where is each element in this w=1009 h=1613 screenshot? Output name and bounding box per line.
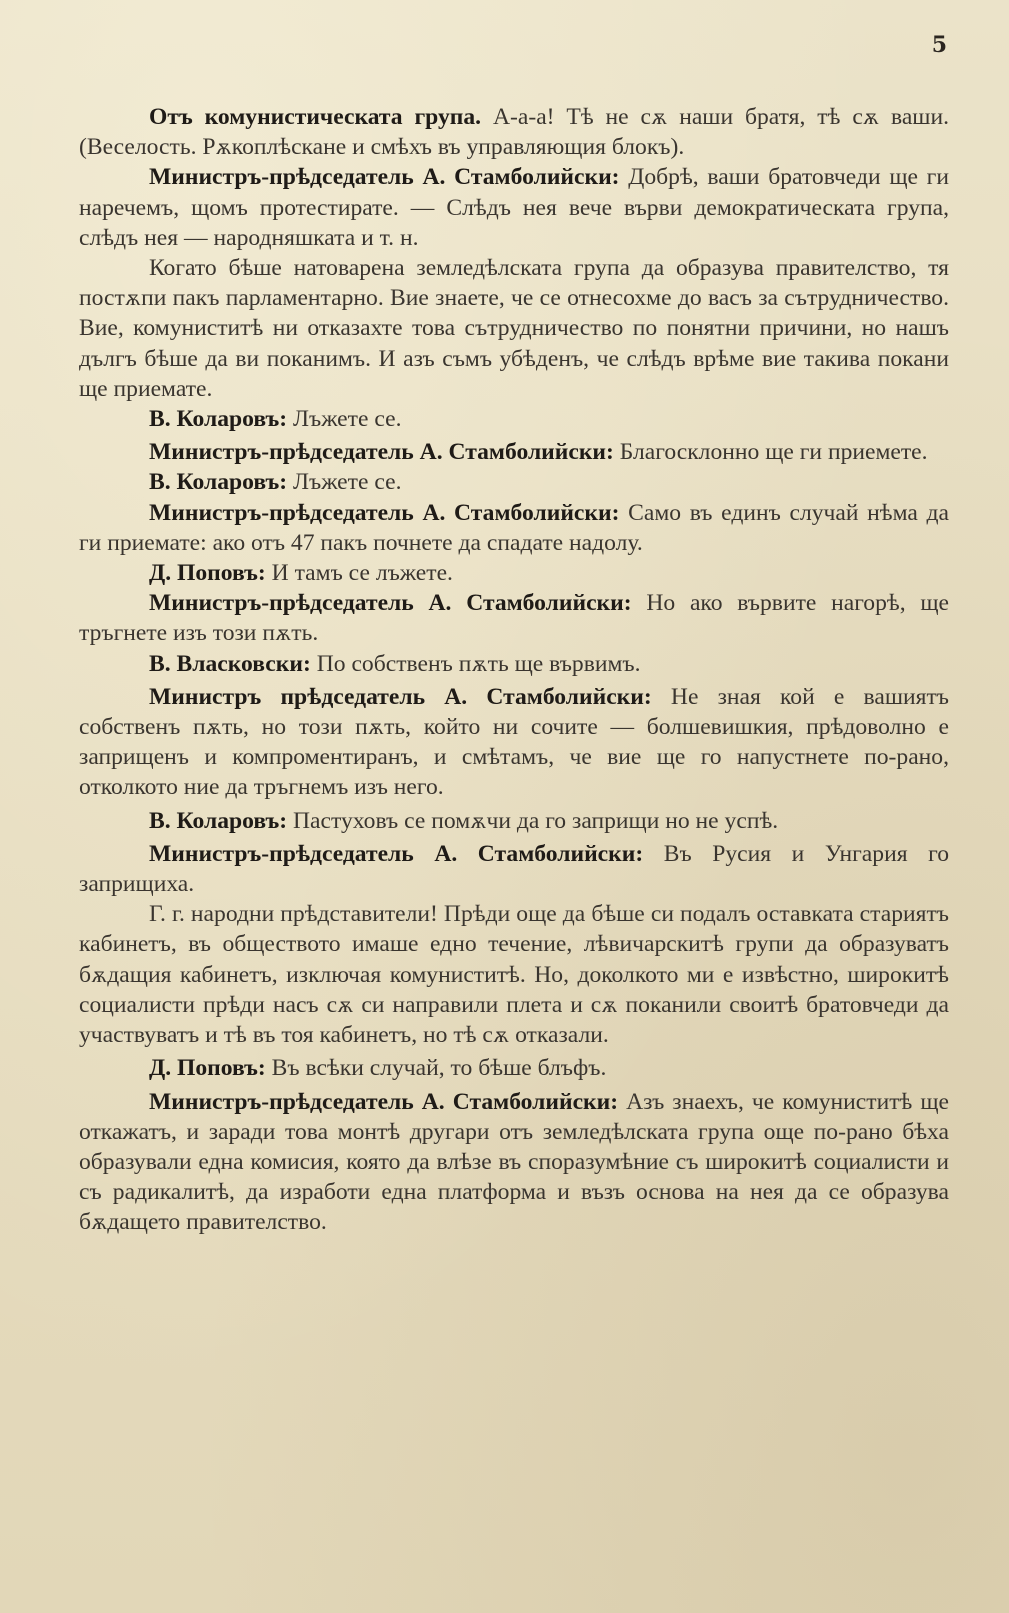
speech-text: Пастуховъ се помѫчи да го заприщи но не успѣ. — [287, 807, 779, 834]
speaker-name: Министръ-прѣдседатель А. Стамболийски: — [149, 1088, 619, 1115]
paragraph — [79, 839, 949, 899]
speaker-name: В. Власковски: — [149, 650, 311, 677]
page-number: 5 — [931, 32, 947, 58]
speech-text: Въ Русия и Унгария го заприщиха. — [79, 840, 949, 898]
paragraph — [79, 253, 949, 404]
speech-text: Въ всѣки случай, то бѣше блъфъ. — [265, 1055, 607, 1082]
speech-text: Лъжете се. — [287, 406, 402, 433]
transcript-body — [79, 102, 949, 1238]
speaker-name: Министръ-прѣдседатель А. Стамболийски: — [149, 439, 614, 466]
speech-text: Азъ знаехъ, че комуниститѣ ще откажатъ, и заради това монтѣ другари отъ земледѣлската група още по-рано бѣха образували една комисия, която да влѣзе въ споразумѣние съ широкитѣ социалисти и съ радикалитѣ, да изработи една платформа и възъ основа на нея да се образува бѫдащето правителство. — [79, 1088, 949, 1236]
speech-text: Лъжете се. — [287, 469, 402, 496]
speech-text: Добрѣ, ваши братовчеди ще ги наречемъ, щомъ протестирате. — Слѣдъ нея вече върви демократическата група, слѣдъ нея — народняшката и т. н. — [79, 164, 949, 251]
speech-text: Но ако вървите нагорѣ, ще тръгнете изъ този пѫть. — [79, 590, 949, 647]
paragraph — [79, 162, 949, 253]
speaker-name: Министръ-прѣдседатель А. Стамболийски: — [149, 840, 644, 867]
speech-text: Благосклонно ще ги приемете. — [613, 439, 928, 466]
paragraph — [79, 899, 949, 1050]
paragraph — [79, 467, 949, 497]
speech-text: По собственъ пѫть ще вървимъ. — [310, 650, 641, 677]
speech-text: Не зная кой е вашиятъ собственъ пѫть, но този пѫть, който ни сочите — болшевишкия, прѣдоволно е заприщенъ и компроментиранъ, и смѣтамъ, че вие ще го напустнете по-рано, отколкото ние да тръгнемъ изъ него. — [79, 683, 949, 801]
paragraph — [79, 649, 949, 679]
speech-text: И тамъ се лъжете. — [265, 560, 453, 587]
speaker-name: Министръ-прѣдседатель А. Стамболийски: — [149, 590, 632, 617]
speaker-name: Министръ-прѣдседатель А. Стамболийски: — [149, 164, 620, 191]
speaker-name: Министръ прѣдседатель А. Стамболийски: — [149, 683, 652, 710]
speaker-name: В. Коларовъ: — [149, 469, 288, 496]
speech-text: Г. г. народни прѣдставители! Прѣди още да бѣше си подалъ оставката стариятъ кабинетъ, въ обществото имаше едно течение, лѣвичарскитѣ групи да образуватъ бѫдащия кабинетъ, изключая комуниститѣ. Но, доколкото ми е извѣстно, широкитѣ социалисти прѣди насъ сѫ си направили плета и сѫ поканили своитѣ братовчеди да участвуватъ и тѣ въ тоя кабинетъ, но тѣ сѫ отказали. — [79, 901, 949, 1049]
speaker-name: Министръ-прѣдседатель А. Стамболийски: — [149, 499, 620, 526]
paragraph — [79, 102, 949, 162]
paragraph — [79, 404, 949, 434]
speech-text: Когато бѣше натоварена земледѣлската група да образува правителство, тя постѫпи пакъ парламентарно. Вие знаете, че се отнесохме до васъ за сътрудничество. Вие, комуниститѣ ни отказахте това сътрудничество по понятни причини, но нашъ дългъ бѣше да ви поканимъ. И азъ съмъ убѣденъ, че слѣдъ врѣме вие такива покани ще приемате. — [79, 255, 949, 402]
paragraph — [79, 1053, 949, 1083]
speaker-name: Отъ комунистическата група. — [149, 104, 482, 130]
paragraph — [79, 588, 949, 648]
speaker-name: Д. Поповъ: — [149, 560, 266, 587]
paragraph — [79, 558, 949, 588]
speech-text: Само въ единъ случай нѣма да ги приемате: ако отъ 47 пакъ почнете да спадате надолу. — [79, 499, 949, 556]
paragraph — [79, 1087, 949, 1238]
speaker-name: Д. Поповъ: — [149, 1055, 266, 1082]
paragraph — [79, 682, 949, 803]
paragraph — [79, 437, 949, 467]
speaker-name: В. Коларовъ: — [149, 406, 288, 433]
speech-text: А-а-а! Тѣ не сѫ наши братя, тѣ сѫ ваши. (Веселость. Рѫкоплѣскане и смѣхъ въ управляющия блокъ). — [79, 104, 949, 161]
paragraph — [79, 498, 949, 558]
paragraph — [79, 806, 949, 836]
speaker-name: В. Коларовъ: — [149, 807, 288, 834]
